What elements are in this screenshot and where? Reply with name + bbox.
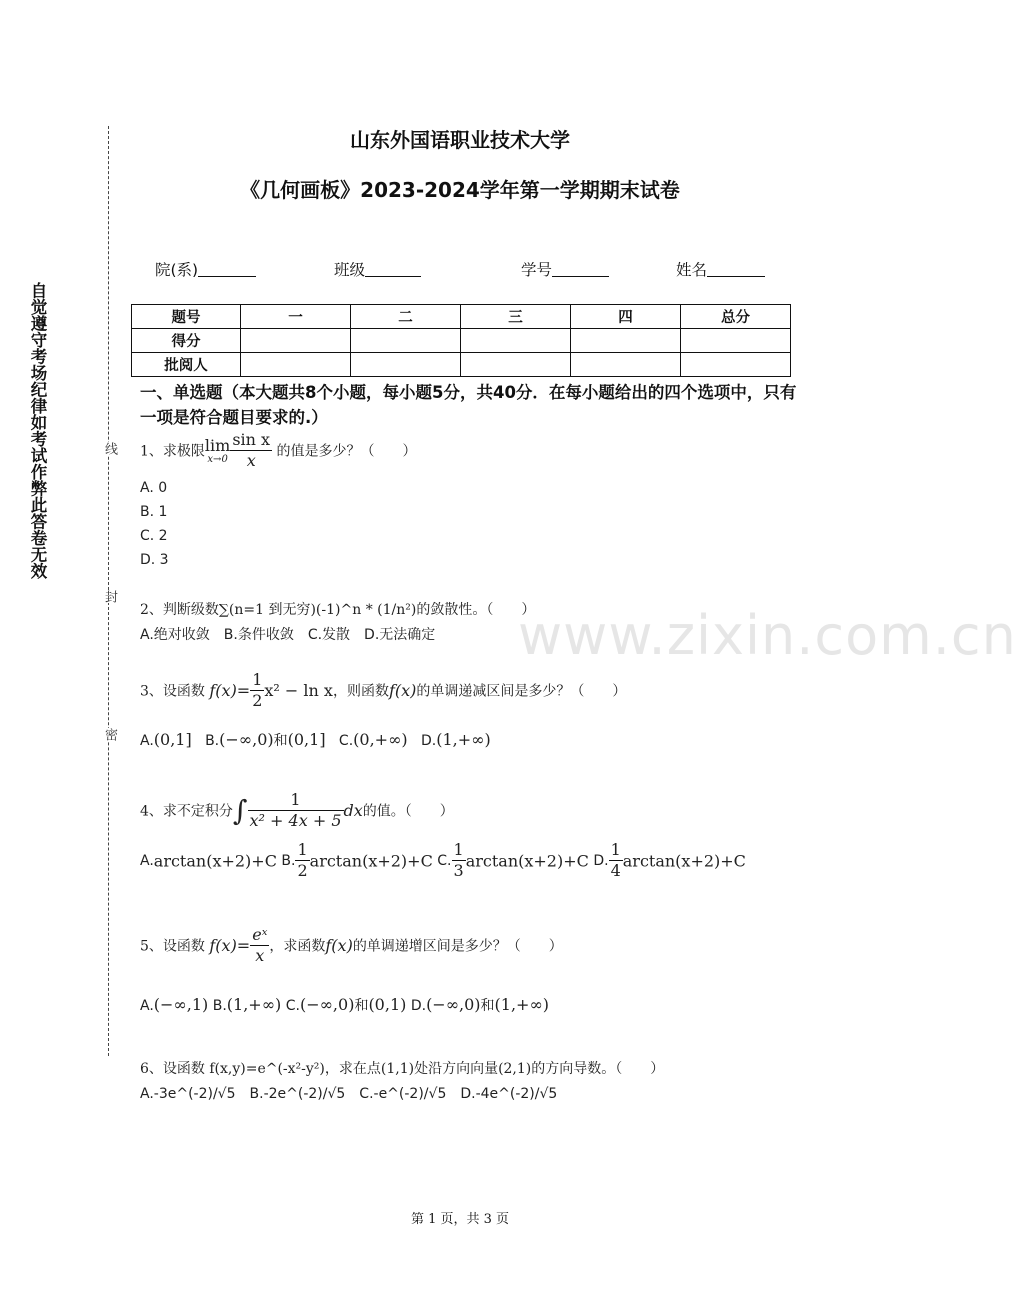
q1-num: sin x — [232, 430, 271, 449]
option-math: (1,+∞) — [436, 730, 491, 749]
q1-option-c[interactable]: C. 2 — [140, 528, 168, 544]
option-label: B. — [281, 852, 296, 869]
q3-fx: f(x)= — [209, 681, 251, 700]
q5-suffix: 的单调递增区间是多少？（ ） — [352, 938, 563, 955]
option-math: (−∞,0) — [426, 995, 481, 1014]
option-math: (−∞,0) — [219, 730, 274, 749]
option-math: (−∞,1) — [153, 995, 209, 1014]
frac-den: 3 — [453, 861, 464, 880]
q5-fraction — [250, 925, 269, 966]
option-math: (0,1) — [368, 995, 407, 1014]
q3-suffix: 的单调递减区间是多少？（ ） — [416, 683, 627, 700]
score-cell[interactable] — [461, 329, 571, 353]
q1-lim-sub: x→0 — [207, 453, 228, 465]
q2-options[interactable]: A.绝对收敛 B.条件收敛 C.发散 D.无法确定 — [140, 627, 436, 643]
q3-options — [140, 730, 491, 750]
table-row-label: 得分 — [132, 329, 241, 353]
q5-fx2: f(x) — [325, 936, 353, 955]
score-cell[interactable] — [681, 329, 791, 353]
option-math: (0,1] — [153, 730, 192, 749]
q4-suffix: 的值。（ ） — [362, 803, 454, 820]
q5-prefix: 5、设函数 — [140, 938, 205, 955]
q5-fx: f(x)= — [209, 936, 251, 955]
q1-option-d[interactable]: D. 3 — [140, 552, 169, 568]
option-label: A. — [140, 852, 154, 869]
option-fraction — [452, 840, 466, 881]
option-label: C. — [285, 998, 300, 1014]
q4-prefix: 4、求不定积分 — [140, 803, 233, 820]
q3-option-d[interactable] — [421, 730, 491, 749]
q3-frac-den: 2 — [252, 691, 263, 710]
table-header-cell: 二 — [351, 305, 461, 329]
info-class — [334, 258, 421, 280]
q1-limit — [205, 437, 230, 465]
option-fraction — [609, 840, 623, 881]
page-footer: 第 1 页，共 3 页 — [410, 1212, 510, 1227]
option-math: arctan(x+2)+C — [153, 851, 277, 870]
q4-options — [140, 840, 746, 881]
option-math: arctan(x+2)+C — [622, 851, 746, 870]
section-heading: 一、单选题（本大题共8个小题，每小题5分，共40分．在每小题给出的四个选项中，只有一项是符合题目要求的.） — [140, 383, 797, 427]
info-label: 姓名 — [676, 261, 708, 279]
q4-option-d[interactable] — [593, 840, 746, 880]
exam-title: 《几何画板》2023-2024学年第一学期期末试卷 — [240, 178, 680, 202]
info-label: 班级 — [334, 261, 366, 279]
grader-cell[interactable] — [681, 353, 791, 377]
question-3 — [140, 670, 626, 711]
table-header-row — [132, 305, 791, 329]
q4-option-a[interactable] — [140, 853, 277, 869]
watermark: www.zixin.com.cn — [518, 604, 1017, 667]
class-blank[interactable] — [365, 261, 421, 277]
q3-prefix: 3、设函数 — [140, 683, 205, 700]
info-label: 学号 — [521, 261, 553, 279]
grader-cell[interactable] — [571, 353, 681, 377]
q6-options[interactable]: A.-3e^(-2)/√5 B.-2e^(-2)/√5 C.-e^(-2)/√5 D.-4e^(-2)/√5 — [140, 1086, 558, 1102]
q3-fraction — [250, 670, 264, 711]
option-label: D. — [421, 733, 437, 749]
option-label: D. — [593, 852, 609, 869]
q4-option-b[interactable] — [281, 840, 433, 880]
table-header-cell: 四 — [571, 305, 681, 329]
q3-frac-num: 1 — [252, 670, 263, 689]
q4-num: 1 — [248, 790, 344, 811]
q5-num: eˣ — [252, 925, 268, 944]
table-row-label: 批阅人 — [132, 353, 241, 377]
question-4 — [140, 790, 454, 831]
option-math: arctan(x+2)+C — [465, 851, 589, 870]
table-row — [132, 329, 791, 353]
q5-mid: ，求函数 — [269, 938, 326, 955]
integral-icon: ∫ — [232, 794, 248, 827]
q3-rest: x² − ln x — [264, 681, 333, 700]
q5-option-d[interactable] — [410, 995, 550, 1014]
discipline-notice: 自觉遵守考场纪律如考试作弊此答卷无效 — [28, 282, 47, 579]
q3-mid: ，则函数 — [332, 683, 389, 700]
option-math: (0,1] — [287, 730, 326, 749]
option-and: 和 — [480, 998, 495, 1014]
score-cell[interactable] — [571, 329, 681, 353]
question-6: 6、设函数 f(x,y)=e^(-x²-y²)，求在点(1,1)处沿方向向量(2,1)的方向导数。（ ） — [140, 1061, 665, 1077]
frac-den: 4 — [610, 861, 621, 880]
info-name — [676, 258, 765, 280]
q3-fx2: f(x) — [388, 681, 417, 700]
q5-option-b[interactable] — [212, 995, 282, 1014]
option-and: 和 — [354, 998, 369, 1014]
q3-option-b[interactable] — [205, 730, 326, 749]
info-student-id — [521, 258, 609, 280]
info-label: 院(系) — [155, 261, 199, 279]
option-math: (−∞,0) — [299, 995, 355, 1014]
q5-option-c[interactable] — [285, 995, 407, 1014]
department-blank[interactable] — [198, 261, 256, 277]
table-row — [132, 353, 791, 377]
option-label: C. — [437, 852, 452, 869]
q4-den: x² + 4x + 5 — [249, 811, 342, 830]
option-label: A. — [140, 998, 154, 1014]
q1-den: x — [246, 451, 256, 470]
grader-cell[interactable] — [351, 353, 461, 377]
grader-cell[interactable] — [461, 353, 571, 377]
q5-option-a[interactable] — [140, 995, 209, 1014]
q4-dx: dx — [343, 801, 363, 820]
q3-option-c[interactable] — [338, 730, 408, 749]
q1-lim: lim — [204, 435, 231, 455]
q1-option-a[interactable]: A. 0 — [140, 480, 168, 496]
option-math: (1,+∞) — [226, 995, 282, 1014]
frac-num: 1 — [610, 840, 621, 859]
table-header-cell: 总分 — [681, 305, 791, 329]
option-fraction — [295, 840, 309, 881]
option-label: B. — [212, 998, 227, 1014]
question-1 — [140, 430, 417, 471]
q4-option-c[interactable] — [437, 840, 589, 880]
seal-char-line: 线 — [102, 442, 117, 455]
table-header-cell: 一 — [241, 305, 351, 329]
option-and: 和 — [273, 733, 288, 749]
option-math: arctan(x+2)+C — [309, 851, 433, 870]
name-blank[interactable] — [707, 261, 765, 277]
frac-num: 1 — [453, 840, 464, 859]
q4-fraction — [248, 790, 344, 831]
frac-num: 1 — [297, 840, 308, 859]
option-label: B. — [205, 733, 220, 749]
frac-den: 2 — [297, 861, 308, 880]
option-math: (1,+∞) — [494, 995, 550, 1014]
q1-suffix: 的值是多少？（ ） — [276, 443, 417, 460]
option-label: A. — [140, 733, 154, 749]
table-header-cell: 三 — [461, 305, 571, 329]
q3-option-a[interactable] — [140, 730, 192, 749]
q1-fraction — [230, 430, 272, 471]
q1-option-b[interactable]: B. 1 — [140, 504, 168, 520]
option-math: (0,+∞) — [353, 730, 408, 749]
option-label: C. — [338, 733, 354, 749]
info-department — [155, 258, 256, 280]
score-cell[interactable] — [241, 329, 351, 353]
grader-cell[interactable] — [241, 353, 351, 377]
score-cell[interactable] — [351, 329, 461, 353]
score-table — [131, 304, 791, 377]
question-5 — [140, 925, 563, 966]
seal-char-secret: 密 — [102, 728, 117, 741]
q5-options — [140, 995, 549, 1015]
option-label: D. — [410, 998, 427, 1014]
table-header-cell: 题号 — [132, 305, 241, 329]
q5-den: x — [255, 946, 265, 965]
student-id-blank[interactable] — [552, 261, 609, 277]
seal-char-seal: 封 — [102, 590, 117, 603]
q1-prefix: 1、求极限 — [140, 443, 205, 460]
question-2: 2、判断级数∑(n=1 到无穷)(-1)^n * (1/n²)的敛散性。（ ） — [140, 602, 536, 618]
school-name: 山东外国语职业技术大学 — [350, 128, 570, 152]
